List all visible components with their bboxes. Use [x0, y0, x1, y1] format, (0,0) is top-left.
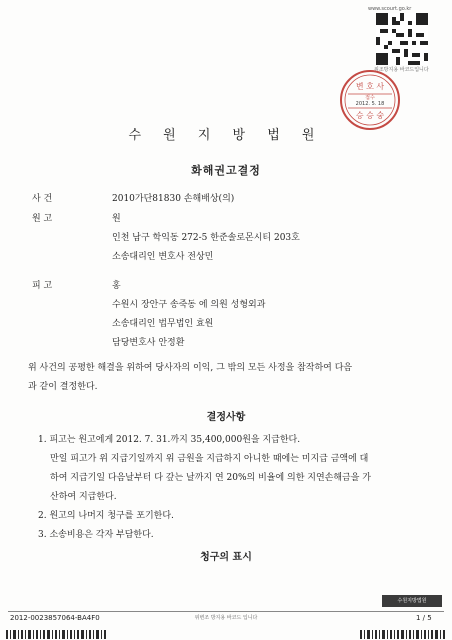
decision-item-1: 1. 피고는 원고에게 2012. 7. 31.까지 35,400,000원을 지급한다.	[38, 435, 301, 445]
claim-heading: 청구의 표시	[200, 552, 252, 563]
defendant-agent: 소송대리인 법무법인 효원	[112, 319, 214, 329]
decision-item-1-cont-1: 만일 피고가 위 지급기일까지 위 금원을 지급하지 아니한 때에는 미지급 금액에 대	[50, 454, 369, 464]
seal-text-top: 변 호 사	[355, 82, 385, 91]
page-number: 1 / 5	[416, 614, 432, 622]
barcode-strip-icon	[0, 628, 452, 640]
intro-line-2: 과 같이 결정한다.	[28, 382, 98, 392]
court-name: 수 원 지 방 법 원	[128, 128, 324, 143]
case-value: 2010가단81830 손해배상(의)	[112, 194, 235, 204]
footer-note: 위변조 방지용 바코드 입니다	[194, 615, 258, 621]
defendant-name: 홍	[112, 281, 121, 291]
seal-text-bottom: 승 승 숭	[355, 111, 385, 120]
header-url: www.scourt.go.kr	[368, 6, 412, 12]
decision-item-3: 3. 소송비용은 각자 부담한다.	[38, 530, 154, 540]
decision-item-2: 2. 원고의 나머지 청구를 포기한다.	[38, 511, 174, 521]
seal-date: 2012. 5. 18	[355, 101, 385, 107]
intro-line-1: 위 사건의 공평한 해결을 위하여 당사자의 이익, 그 밖의 모든 사정을 참작하여 다음	[28, 363, 353, 373]
document-id: 2012-0023857064-BA4F0	[10, 614, 100, 622]
decision-heading: 결정사항	[206, 412, 246, 423]
footer-divider	[8, 611, 444, 612]
decision-item-1-cont-2: 하여 지급기일 다음날부터 다 갚는 날까지 연 20%의 비율에 의한 지연손해금을 가	[50, 473, 371, 483]
document-title: 화해권고결정	[191, 164, 261, 177]
qr-caption: 위조방지용 바코드입니다	[374, 67, 429, 73]
plaintiff-label: 원 고	[32, 214, 53, 224]
case-label: 사 건	[32, 194, 53, 204]
defendant-address: 수원시 장안구 송죽동 에 의원 성형외과	[112, 300, 266, 310]
seal-text-mid: 접수	[365, 95, 375, 101]
lawyer-receipt-seal	[338, 68, 402, 132]
plaintiff-address: 인천 남구 학익동 272-5 한준솔로몬시티 203호	[112, 233, 300, 243]
qr-code-icon	[376, 13, 428, 65]
plaintiff-agent: 소송대리인 변호사 전상민	[112, 252, 214, 262]
defendant-lawyer: 담당변호사 안정환	[112, 338, 185, 348]
decision-item-1-cont-3: 산하여 지급한다.	[50, 492, 117, 502]
defendant-label: 피 고	[32, 281, 53, 291]
court-strip-label: 수원지방법원	[382, 595, 442, 607]
plaintiff-name: 원	[112, 214, 121, 224]
